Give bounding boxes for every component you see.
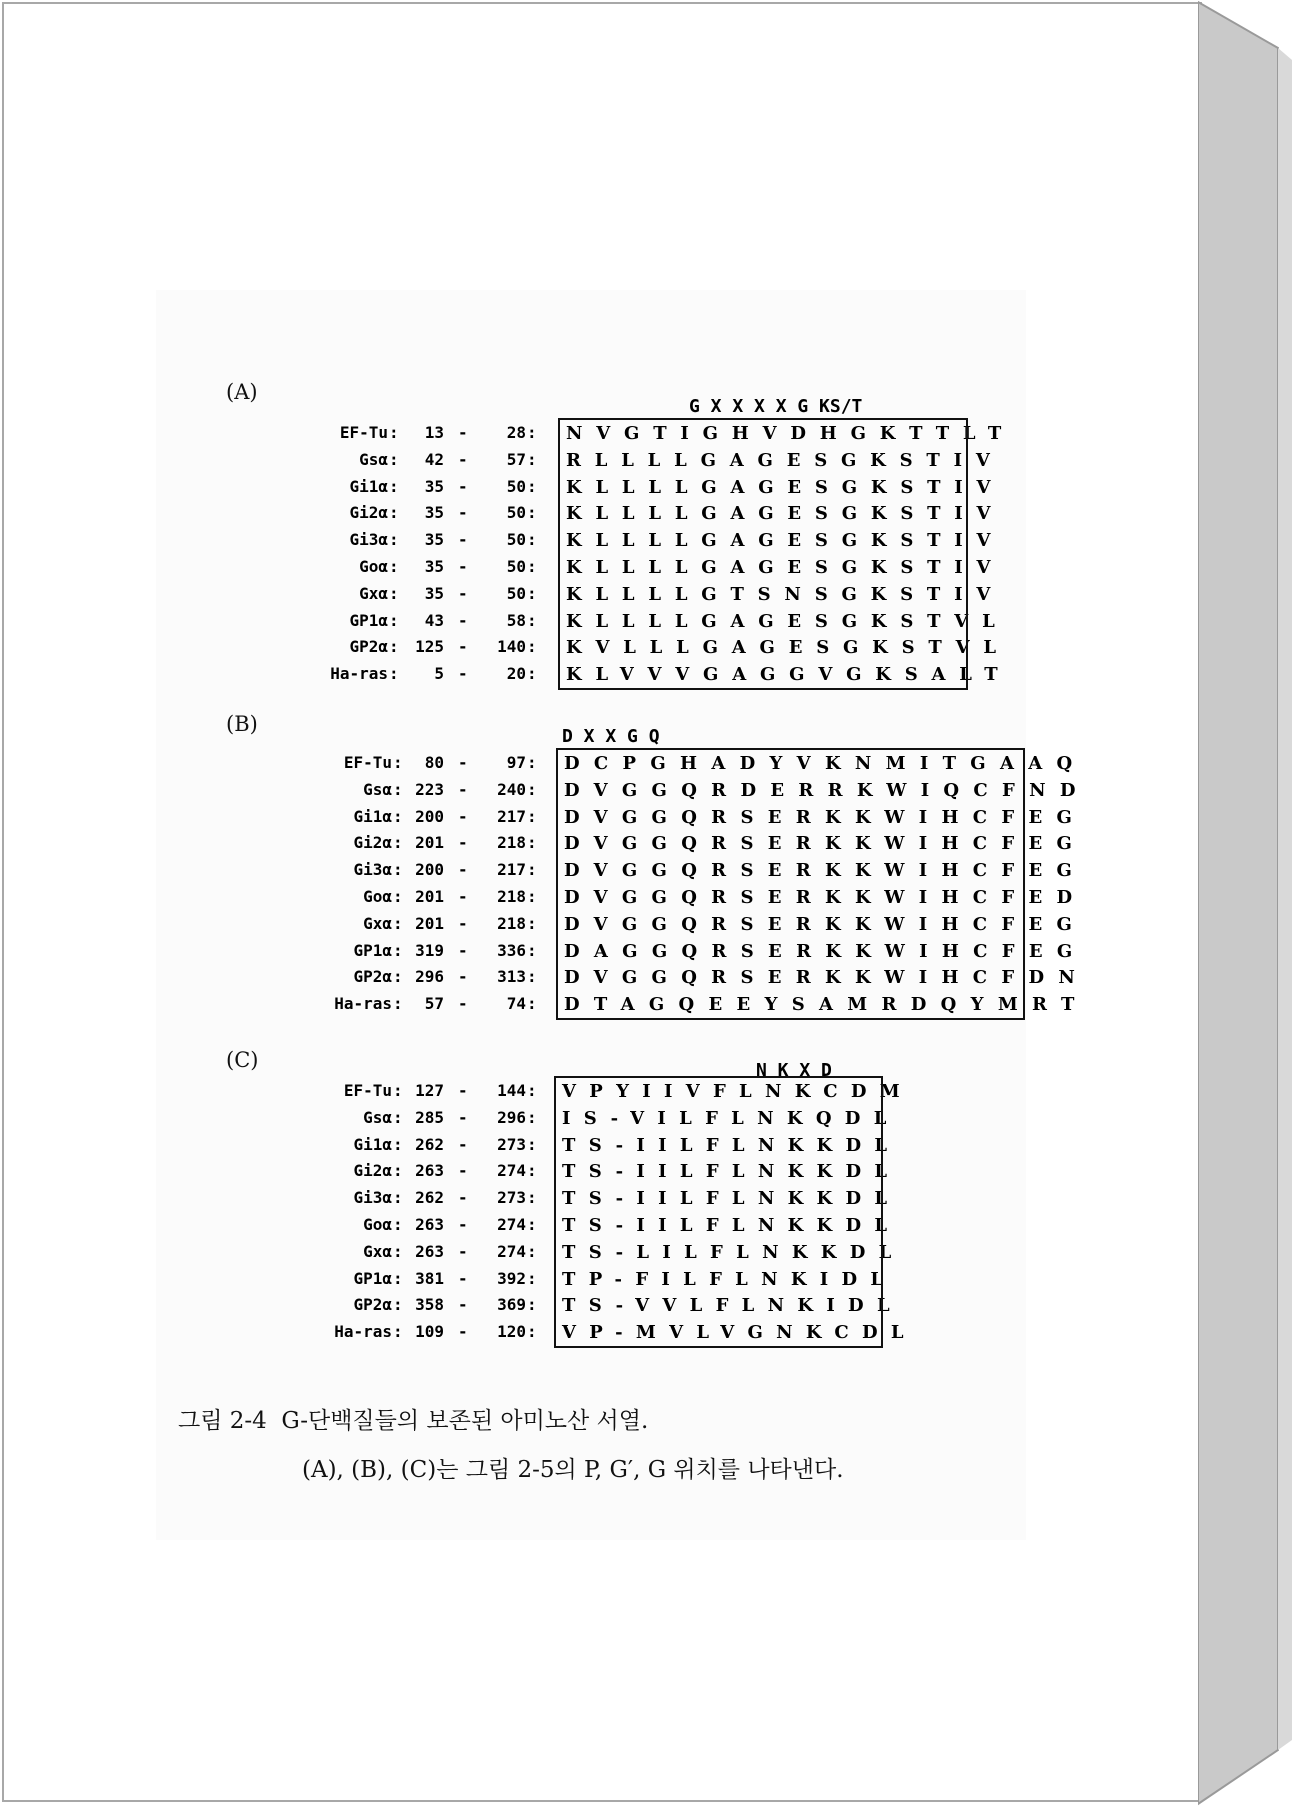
range-start: 109 — [415, 1322, 444, 1342]
range-colon: : — [527, 1295, 537, 1315]
range-colon: : — [527, 1188, 537, 1208]
page-stack-edge — [1198, 0, 1294, 1806]
range-dash: - — [458, 1215, 468, 1234]
range-dash: - — [458, 583, 468, 603]
range-dash: - — [458, 779, 468, 799]
range-colon: : — [527, 583, 537, 603]
section-label: (A) — [226, 380, 258, 404]
range-colon: : — [527, 860, 537, 880]
protein-name: EF-Tu — [343, 1081, 392, 1100]
range-dash: - — [458, 1188, 468, 1208]
range-start: 80 — [424, 753, 444, 772]
aligned-sequence: TS-IILFLNKKDL — [562, 1134, 901, 1156]
range-dash: - — [458, 664, 468, 684]
range-end: 273 — [497, 1188, 526, 1208]
consensus-motif: D X X G Q — [562, 726, 660, 747]
range-colon: : — [527, 503, 537, 523]
aligned-sequence: RLLLLGAGESGKSTIV — [566, 449, 1004, 471]
aligned-sequence: KLLLLGAGESGKSTIV — [566, 476, 1005, 498]
range-start: 201 — [415, 833, 444, 853]
range-end: 218 — [497, 887, 526, 906]
range-dash: - — [458, 887, 468, 906]
protein-name: Goα — [363, 1215, 392, 1234]
range-dash: - — [458, 557, 468, 576]
aligned-sequence: TS-IILFLNKKDL — [562, 1188, 901, 1210]
range-end: 392 — [497, 1268, 526, 1288]
aligned-sequence: VPYIIVFLNKCDM — [562, 1081, 913, 1102]
caption-note: (A), (B), (C)는 그림 2-5의 P, G′, G 위치를 나타낸다. — [302, 1457, 844, 1483]
section-label: (B) — [226, 712, 258, 736]
range-dash: - — [458, 637, 468, 657]
range-colon: : — [527, 1268, 537, 1288]
range-start: 127 — [415, 1081, 444, 1100]
range-start: 263 — [415, 1161, 444, 1181]
range-dash: - — [458, 967, 468, 987]
name-colon: : — [393, 860, 403, 880]
range-start: 35 — [424, 583, 444, 603]
protein-name: Gi3α — [353, 1188, 392, 1208]
protein-name: Gi1α — [353, 1134, 392, 1154]
aligned-sequence: VP-MVLVGNKCDL — [562, 1322, 917, 1344]
protein-name: GP1α — [353, 1268, 392, 1288]
protein-name: Goα — [363, 887, 392, 906]
aligned-sequence: DCPGHADYVKNMITGAAQ — [564, 753, 1087, 774]
range-end: 120 — [497, 1322, 526, 1342]
aligned-sequence: DTAGQEEYSAMRDQYMRT — [564, 994, 1089, 1016]
range-dash: - — [458, 610, 468, 630]
range-end: 97 — [506, 753, 526, 772]
protein-name: GP2α — [349, 637, 388, 657]
range-start: 200 — [415, 860, 444, 880]
range-colon: : — [527, 610, 537, 630]
range-colon: : — [527, 476, 537, 496]
name-colon: : — [393, 1322, 403, 1342]
protein-name: Gi3α — [349, 530, 388, 550]
range-dash: - — [458, 994, 468, 1014]
name-colon: : — [393, 779, 403, 799]
range-start: 42 — [424, 449, 444, 469]
protein-name: Goα — [359, 557, 388, 576]
aligned-sequence: DVGGQRSERKKWIHCFEG — [564, 860, 1087, 882]
figure-caption — [178, 1402, 844, 1484]
range-colon: : — [527, 530, 537, 550]
range-end: 218 — [497, 833, 526, 853]
range-colon: : — [527, 833, 537, 853]
name-colon: : — [389, 423, 399, 442]
protein-name: Ha-ras — [334, 1322, 392, 1342]
range-start: 262 — [415, 1188, 444, 1208]
range-start: 35 — [424, 503, 444, 523]
range-end: 58 — [506, 610, 526, 630]
aligned-sequence: DVGGQRSERKKWIHCFEG — [564, 806, 1087, 828]
aligned-sequence: KLLLLGTSNSGKSTIV — [566, 583, 1005, 605]
caption-title: 그림 2-4 G-단백질들의 보존된 아미노산 서열. — [178, 1408, 649, 1434]
range-dash: - — [458, 1081, 468, 1100]
protein-name: Gi2α — [353, 1161, 392, 1181]
aligned-sequence: TS-LILFLNKKDL — [562, 1241, 905, 1263]
name-colon: : — [393, 940, 403, 960]
range-dash: - — [458, 1161, 468, 1181]
range-end: 313 — [497, 967, 526, 987]
range-dash: - — [458, 1241, 468, 1261]
range-colon: : — [527, 1215, 537, 1234]
range-colon: : — [527, 664, 537, 684]
range-end: 369 — [497, 1295, 526, 1315]
range-colon: : — [527, 913, 537, 933]
protein-name: GP1α — [349, 610, 388, 630]
range-start: 57 — [424, 994, 444, 1014]
aligned-sequence: KLLLLGAGESGKSTVL — [566, 610, 1009, 632]
protein-name: Gi3α — [353, 860, 392, 880]
name-colon: : — [393, 753, 403, 772]
name-colon: : — [389, 664, 399, 684]
range-end: 296 — [497, 1107, 526, 1127]
name-colon: : — [393, 1134, 403, 1154]
range-dash: - — [458, 833, 468, 853]
range-end: 57 — [506, 449, 526, 469]
range-start: 201 — [415, 913, 444, 933]
section-label: (C) — [226, 1048, 259, 1072]
range-colon: : — [527, 940, 537, 960]
range-end: 50 — [506, 530, 526, 550]
range-start: 262 — [415, 1134, 444, 1154]
range-dash: - — [458, 913, 468, 933]
range-colon: : — [527, 449, 537, 469]
name-colon: : — [389, 449, 399, 469]
name-colon: : — [393, 887, 403, 906]
range-colon: : — [527, 1241, 537, 1261]
aligned-sequence: TS-VVLFLNKIDL — [562, 1295, 903, 1317]
range-colon: : — [527, 557, 537, 576]
range-colon: : — [527, 1107, 537, 1127]
range-dash: - — [458, 476, 468, 496]
range-dash: - — [458, 1322, 468, 1342]
aligned-sequence: DAGGQRSERKKWIHCFEG — [564, 940, 1087, 962]
aligned-sequence: NVGTIGHVDHGKTTLT — [566, 423, 1016, 444]
range-end: 273 — [497, 1134, 526, 1154]
protein-name: Gsα — [363, 1107, 392, 1127]
range-colon: : — [527, 806, 537, 826]
range-start: 263 — [415, 1241, 444, 1261]
range-end: 336 — [497, 940, 526, 960]
aligned-sequence: KLLLLGAGESGKSTIV — [566, 557, 1005, 578]
protein-name: Gxα — [359, 583, 388, 603]
aligned-sequence: DVGGQRSERKKWIHCFDN — [564, 967, 1090, 989]
name-colon: : — [389, 503, 399, 523]
name-colon: : — [393, 913, 403, 933]
aligned-sequence: TS-IILFLNKKDL — [562, 1215, 901, 1236]
range-start: 381 — [415, 1268, 444, 1288]
range-end: 140 — [497, 637, 526, 657]
aligned-sequence: DVGGQRSERKKWIHCFED — [564, 887, 1087, 908]
protein-name: EF-Tu — [339, 423, 388, 442]
name-colon: : — [393, 994, 403, 1014]
range-end: 50 — [506, 503, 526, 523]
name-colon: : — [393, 1241, 403, 1261]
aligned-sequence: KLVVVGAGGVGKSALT — [566, 664, 1012, 686]
range-dash: - — [458, 806, 468, 826]
range-end: 240 — [497, 779, 526, 799]
range-end: 28 — [506, 423, 526, 442]
aligned-sequence: KLLLLGAGESGKSTIV — [566, 503, 1005, 525]
range-colon: : — [527, 1322, 537, 1342]
name-colon: : — [393, 1081, 403, 1100]
range-colon: : — [527, 753, 537, 772]
name-colon: : — [389, 583, 399, 603]
protein-name: GP2α — [353, 967, 392, 987]
range-start: 201 — [415, 887, 444, 906]
range-start: 35 — [424, 530, 444, 550]
name-colon: : — [393, 1188, 403, 1208]
protein-name: Gi1α — [349, 476, 388, 496]
range-start: 263 — [415, 1215, 444, 1234]
range-end: 217 — [497, 806, 526, 826]
range-end: 50 — [506, 583, 526, 603]
name-colon: : — [389, 610, 399, 630]
range-dash: - — [458, 530, 468, 550]
range-dash: - — [458, 1295, 468, 1315]
protein-name: Gsα — [363, 779, 392, 799]
range-colon: : — [527, 423, 537, 442]
range-start: 319 — [415, 940, 444, 960]
range-end: 217 — [497, 860, 526, 880]
protein-name: Ha-ras — [334, 994, 392, 1014]
range-start: 13 — [424, 423, 444, 442]
range-start: 43 — [424, 610, 444, 630]
range-start: 35 — [424, 476, 444, 496]
name-colon: : — [389, 530, 399, 550]
range-end: 274 — [497, 1215, 526, 1234]
range-end: 50 — [506, 476, 526, 496]
range-dash: - — [458, 940, 468, 960]
range-start: 5 — [434, 664, 444, 684]
name-colon: : — [393, 1215, 403, 1234]
aligned-sequence: DVGGQRSERKKWIHCFEG — [564, 913, 1087, 935]
protein-name: Ha-ras — [330, 664, 388, 684]
aligned-sequence: DVGGQRSERKKWIHCFEG — [564, 833, 1087, 855]
name-colon: : — [393, 1161, 403, 1181]
range-end: 74 — [506, 994, 526, 1014]
range-end: 218 — [497, 913, 526, 933]
range-colon: : — [527, 779, 537, 799]
range-start: 200 — [415, 806, 444, 826]
range-dash: - — [458, 1268, 468, 1288]
protein-name: EF-Tu — [343, 753, 392, 772]
range-start: 223 — [415, 779, 444, 799]
aligned-sequence: TP-FILFLNKIDL — [562, 1268, 897, 1290]
range-colon: : — [527, 637, 537, 657]
name-colon: : — [393, 806, 403, 826]
range-colon: : — [527, 1081, 537, 1100]
name-colon: : — [389, 476, 399, 496]
range-dash: - — [458, 1107, 468, 1127]
range-colon: : — [527, 1134, 537, 1154]
range-colon: : — [527, 887, 537, 906]
range-colon: : — [527, 994, 537, 1014]
range-end: 20 — [506, 664, 526, 684]
range-dash: - — [458, 1134, 468, 1154]
aligned-sequence: TS-IILFLNKKDL — [562, 1161, 901, 1183]
range-colon: : — [527, 1161, 537, 1181]
range-end: 50 — [506, 557, 526, 576]
protein-name: Gxα — [363, 1241, 392, 1261]
protein-name: GP1α — [353, 940, 392, 960]
protein-name: Gxα — [363, 913, 392, 933]
range-dash: - — [458, 503, 468, 523]
protein-name: Gsα — [359, 449, 388, 469]
range-end: 274 — [497, 1241, 526, 1261]
protein-name: Gi1α — [353, 806, 392, 826]
aligned-sequence: KLLLLGAGESGKSTIV — [566, 530, 1005, 552]
range-dash: - — [458, 860, 468, 880]
aligned-sequence: KVLLLGAGESGKSTVL — [566, 637, 1010, 659]
range-dash: - — [458, 423, 468, 442]
name-colon: : — [389, 557, 399, 576]
protein-name: GP2α — [353, 1295, 392, 1315]
range-end: 144 — [497, 1081, 526, 1100]
aligned-sequence: IS-VILFLNKQDL — [562, 1107, 900, 1129]
name-colon: : — [393, 1268, 403, 1288]
range-start: 125 — [415, 637, 444, 657]
range-start: 285 — [415, 1107, 444, 1127]
range-start: 35 — [424, 557, 444, 576]
range-dash: - — [458, 449, 468, 469]
name-colon: : — [393, 833, 403, 853]
range-dash: - — [458, 753, 468, 772]
range-start: 296 — [415, 967, 444, 987]
name-colon: : — [389, 637, 399, 657]
range-start: 358 — [415, 1295, 444, 1315]
name-colon: : — [393, 967, 403, 987]
name-colon: : — [393, 1107, 403, 1127]
consensus-motif: N K X D — [756, 1060, 832, 1081]
name-colon: : — [393, 1295, 403, 1315]
protein-name: Gi2α — [349, 503, 388, 523]
protein-name: Gi2α — [353, 833, 392, 853]
range-end: 274 — [497, 1161, 526, 1181]
aligned-sequence: DVGGQRDERRKWIQCFND — [564, 779, 1090, 801]
consensus-motif: G X X X X G KS/T — [689, 396, 863, 417]
range-colon: : — [527, 967, 537, 987]
